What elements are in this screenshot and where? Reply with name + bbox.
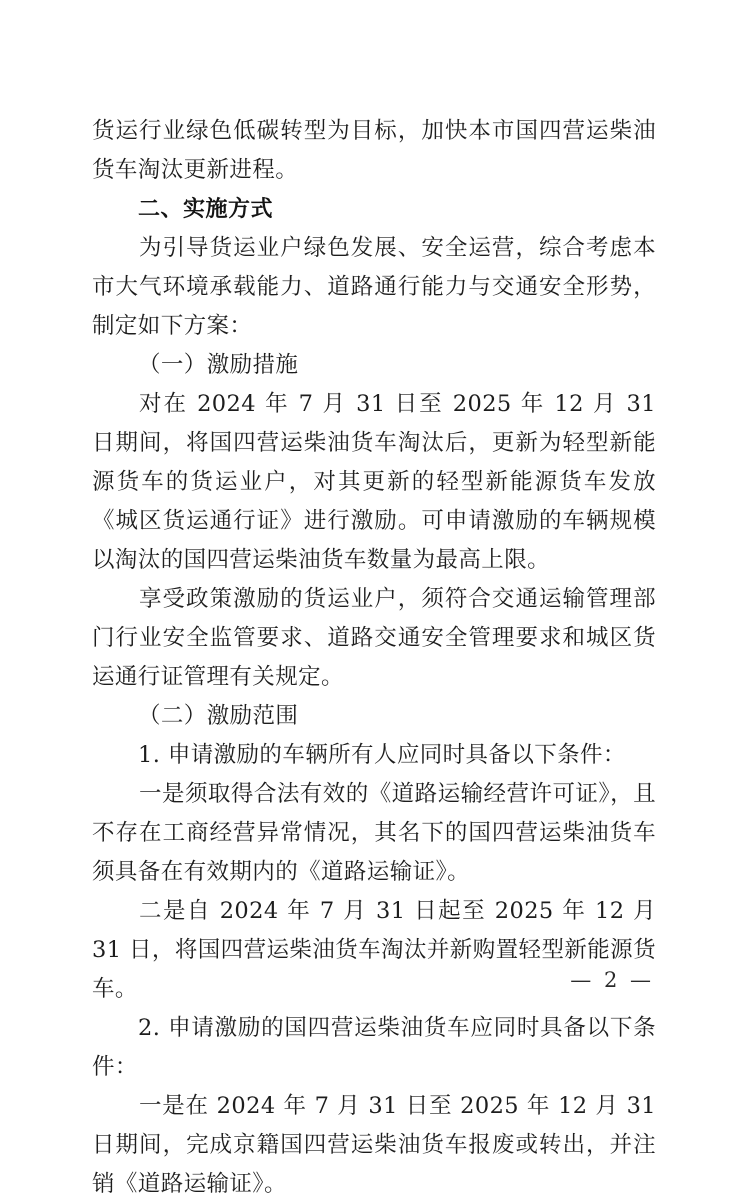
section-heading-2: 二、实施方式 <box>138 197 274 222</box>
list-item-1: 1. 申请激励的车辆所有人应同时具备以下条件： <box>138 742 626 768</box>
paragraph-compliance-requirements: 享受政策激励的货运业户，须符合交通运输管理部门行业安全监管要求、道路交通安全管理要求和城区货运通行证管理有关规定。 <box>92 586 656 690</box>
document-body <box>92 112 656 1204</box>
paragraph-implementation-intro: 为引导货运业户绿色发展、安全运营，综合考虑本市大气环境承载能力、道路通行能力与交通安全形势，制定如下方案： <box>92 235 656 339</box>
list-item-2-condition-a: 一是在 2024 年 7 月 31 日至 2025 年 12 月 31 日期间，完成京籍国四营运柴油货车报废或转出，并注销《道路运输证》。 <box>92 1093 656 1197</box>
list-item-2: 2. 申请激励的国四营运柴油货车应同时具备以下条件： <box>92 1015 656 1080</box>
paragraph-incentive-measures: 对在 2024 年 7 月 31 日至 2025 年 12 月 31 日期间，将国四营运柴油货车淘汰后，更新为轻型新能源货车的货运业户，对其更新的轻型新能源货车发放《城区货运通行证》进行激励。可申请激励的车辆规模以淘汰的国四营运柴油货车数量为最高上限。 <box>92 391 656 573</box>
subheading-incentive-scope: （二）激励范围 <box>138 703 299 729</box>
list-item-1-condition-a: 一是须取得合法有效的《道路运输经营许可证》，且不存在工商经营异常情况，其名下的国四营运柴油货车须具备在有效期内的《道路运输证》。 <box>92 781 656 885</box>
page-footer <box>0 968 744 992</box>
list-item-1-condition-b: 二是自 2024 年 7 月 31 日起至 2025 年 12 月 31 日，将国四营运柴油货车淘汰并新购置轻型新能源货车。 <box>92 898 656 1002</box>
subheading-incentive-measures: （一）激励措施 <box>138 352 299 378</box>
paragraph-continued: 货运行业绿色低碳转型为目标，加快本市国四营运柴油货车淘汰更新进程。 <box>92 118 656 183</box>
page-number: — 2 — <box>570 968 654 992</box>
